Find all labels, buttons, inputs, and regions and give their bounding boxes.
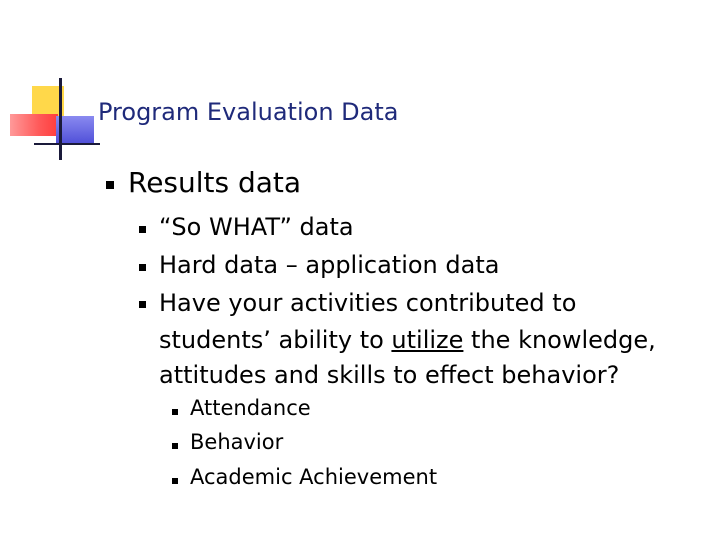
bullet-icon — [172, 478, 178, 484]
bullet-activities-line1: Have your activities contributed to — [159, 289, 577, 317]
bullet-so-what: “So WHAT” data — [159, 213, 354, 241]
logo-icon — [0, 0, 100, 170]
bullet-icon — [172, 443, 178, 449]
bullet-icon — [139, 301, 146, 308]
logo-horizontal-line — [34, 143, 100, 145]
bullet-icon — [139, 226, 146, 233]
bullet-hard-data: Hard data – application data — [159, 251, 500, 279]
bullet-icon — [172, 409, 178, 415]
bullet-results-data: Results data — [128, 166, 302, 199]
text-span: the knowledge, — [463, 326, 656, 354]
logo-vertical-line — [59, 78, 62, 160]
logo-red-square — [10, 114, 58, 136]
bullet-activities-line3: attitudes and skills to effect behavior? — [159, 361, 620, 389]
bullet-activities-line2 — [159, 323, 656, 357]
bullet-attendance: Attendance — [190, 396, 311, 420]
slide-title: Program Evaluation Data — [98, 98, 399, 126]
utilize-underlined: utilize — [391, 326, 464, 354]
bullet-behavior: Behavior — [190, 430, 284, 454]
bullet-icon — [139, 264, 146, 271]
bullet-icon — [106, 181, 114, 189]
bullet-academic-achievement: Academic Achievement — [190, 465, 438, 489]
text-span: students’ ability to — [159, 326, 392, 354]
